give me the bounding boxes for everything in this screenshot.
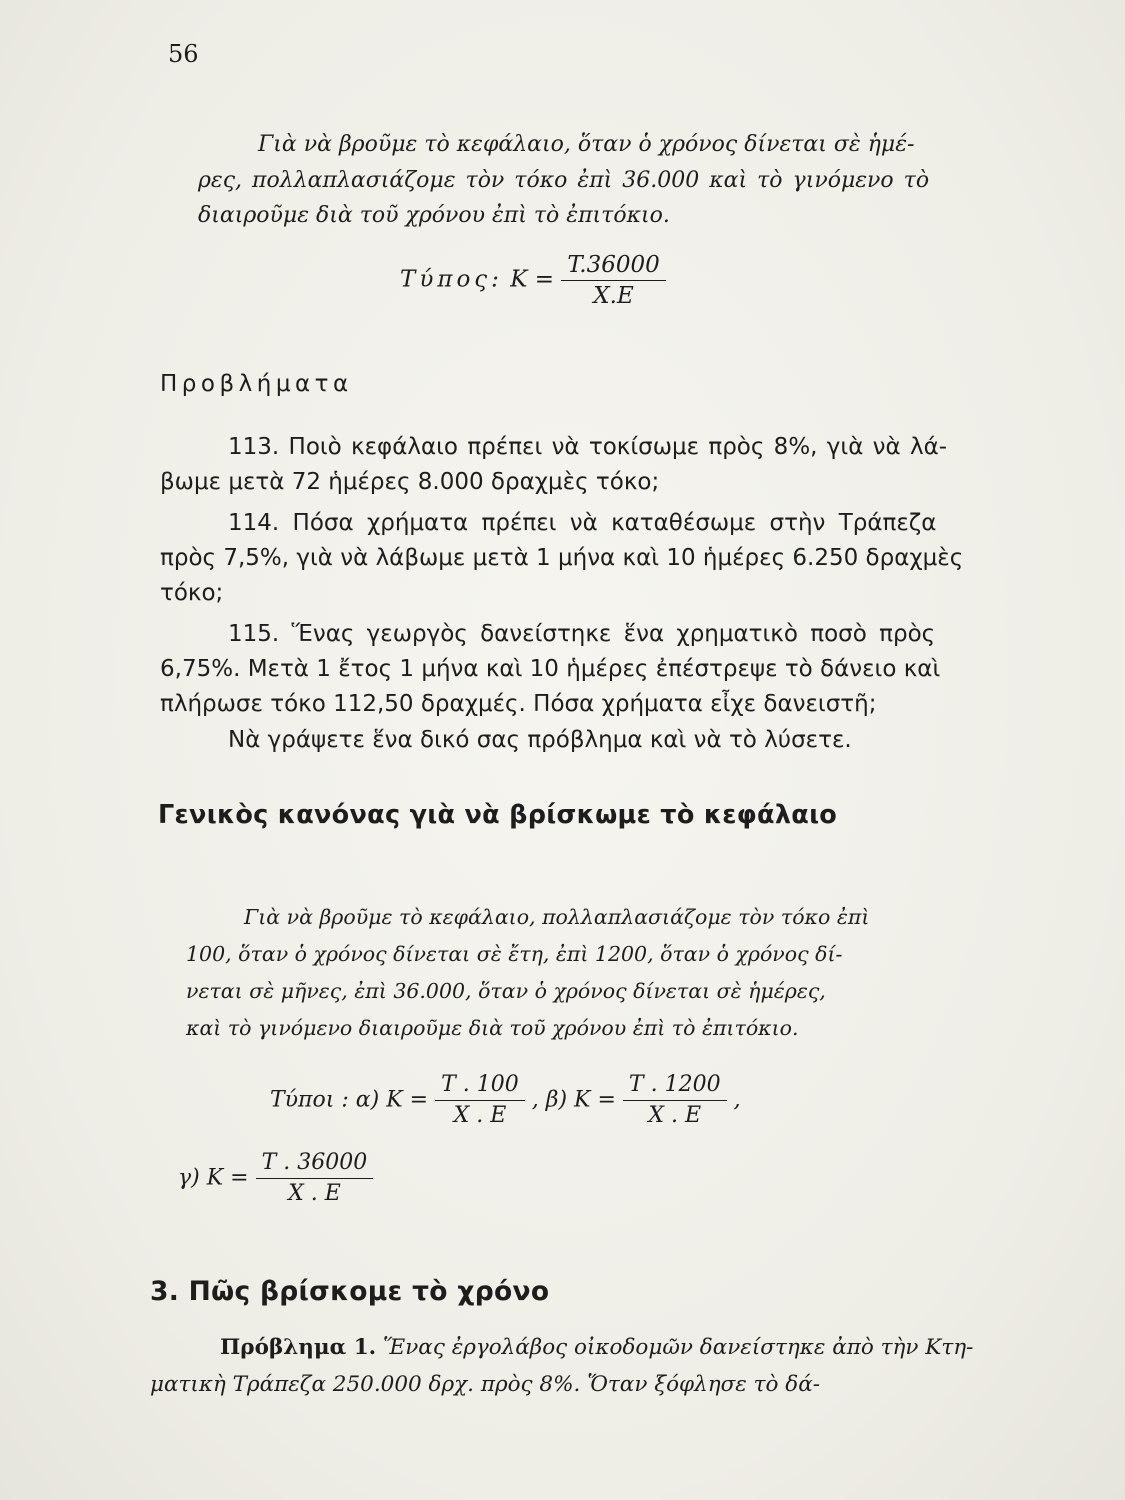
- intro-rule-line-2: ρες, πολλαπλασιάζομε τὸν τόκο ἐπὶ 36.000 καὶ τὸ γινόμενο τὸ: [198, 168, 930, 193]
- formula-b-label: β) K =: [545, 1087, 616, 1113]
- general-rule-line-2: 100, ὅταν ὁ χρόνος δίνεται σὲ ἔτη, ἐπὶ 1200, ὅταν ὁ χρόνος δί-: [186, 942, 843, 966]
- formula-a-numerator: T . 100: [441, 1072, 519, 1097]
- general-rule-line-4: καὶ τὸ γινόμενο διαιροῦμε διὰ τοῦ χρόνου ἐπὶ τὸ ἐπιτόκιο.: [186, 1016, 799, 1040]
- section-3-heading: 3. Πῶς βρίσκομε τὸ χρόνο: [150, 1276, 550, 1307]
- formula-b-fraction: [623, 1070, 727, 1131]
- general-rule-line-3: νεται σὲ μῆνες, ἐπὶ 36.000, ὅταν ὁ χρόνος δίνεται σὲ ἡμέρες,: [186, 979, 826, 1003]
- problem-115-line-1: 115. Ἕνας γεωργὸς δανείστηκε ἕνα χρηματικὸ ποσὸ πρὸς: [228, 621, 936, 647]
- formula-capital-days: [400, 250, 666, 311]
- formula-c-numerator: T . 36000: [261, 1150, 368, 1175]
- formulas-label: Τύποι :: [270, 1087, 349, 1113]
- problem-1-line-2: ματικὴ Τράπεζα 250.000 δρχ. πρὸς 8%. Ὅταν ξόφλησε τὸ δά-: [150, 1372, 821, 1397]
- formula-b-denominator: X . E: [623, 1100, 727, 1131]
- problem-113-line-2: βωμε μετὰ 72 ἡμέρες 8.000 δραχμὲς τόκο;: [160, 469, 660, 495]
- problems-heading: Προβλήματα: [160, 371, 353, 397]
- general-rule-heading: Γενικὸς κανόνας γιὰ νὰ βρίσκωμε τὸ κεφάλαιο: [158, 800, 838, 830]
- formula-a-denominator: X . E: [435, 1100, 525, 1131]
- page-number: 56: [168, 40, 199, 68]
- formula-c-fraction: [256, 1148, 374, 1209]
- formulas-a-b: [270, 1070, 741, 1131]
- problem-1-text-1: Ἕνας ἐργολάβος οἰκοδομῶν δανείστηκε ἀπὸ τὴν Κτη-: [382, 1335, 974, 1360]
- formula-separator: ,: [531, 1087, 539, 1113]
- problem-114-line-2: πρὸς 7,5%, γιὰ νὰ λάβωμε μετὰ 1 μήνα καὶ 10 ἡμέρες 6.250 δραχμὲς: [160, 545, 964, 571]
- problem-113-line-1: 113. Ποιὸ κεφάλαιο πρέπει νὰ τοκίσωμε πρὸς 8%, γιὰ νὰ λά-: [228, 434, 948, 460]
- formula-lhs: K =: [510, 266, 554, 293]
- formula-c: [178, 1148, 373, 1209]
- intro-rule-line-1: Γιὰ νὰ βροῦμε τὸ κεφάλαιο, ὅταν ὁ χρόνος δίνεται σὲ ἡμέ-: [258, 132, 915, 157]
- problem-1-label: Πρόβλημα 1.: [220, 1335, 377, 1360]
- formula-fraction: [561, 250, 665, 311]
- formula-c-label: γ) K =: [178, 1165, 249, 1191]
- formula-label: Τύπος:: [400, 266, 503, 293]
- formula-c-denominator: X . E: [256, 1178, 374, 1209]
- formula-denominator: X.E: [561, 280, 665, 311]
- formula-a-fraction: [435, 1070, 525, 1131]
- formula-end: ,: [733, 1087, 741, 1113]
- formula-numerator: T.36000: [567, 252, 660, 278]
- intro-rule-line-3: διαιροῦμε διὰ τοῦ χρόνου ἐπὶ τὸ ἐπιτόκιο.: [198, 203, 670, 228]
- problem-114-line-3: τόκο;: [160, 580, 224, 606]
- problem-1-line-1: [220, 1331, 973, 1365]
- general-rule-line-1: Γιὰ νὰ βροῦμε τὸ κεφάλαιο, πολλαπλασιάζομε τὸν τόκο ἐπὶ: [244, 905, 870, 929]
- formula-b-numerator: T . 1200: [628, 1072, 721, 1097]
- problem-115-line-2: 6,75%. Μετὰ 1 ἔτος 1 μήνα καὶ 10 ἡμέρες ἐπέστρεψε τὸ δάνειο καὶ: [160, 656, 941, 682]
- own-problem-line: Νὰ γράψετε ἕνα δικό σας πρόβλημα καὶ νὰ τὸ λύσετε.: [228, 727, 852, 753]
- formula-a-label: α) K =: [355, 1087, 429, 1113]
- problem-115-line-3: πλήρωσε τόκο 112,50 δραχμές. Πόσα χρήματα εἶχε δανειστῆ;: [160, 691, 877, 717]
- problem-114-line-1: 114. Πόσα χρήματα πρέπει νὰ καταθέσωμε στὴν Τράπεζα: [228, 510, 937, 536]
